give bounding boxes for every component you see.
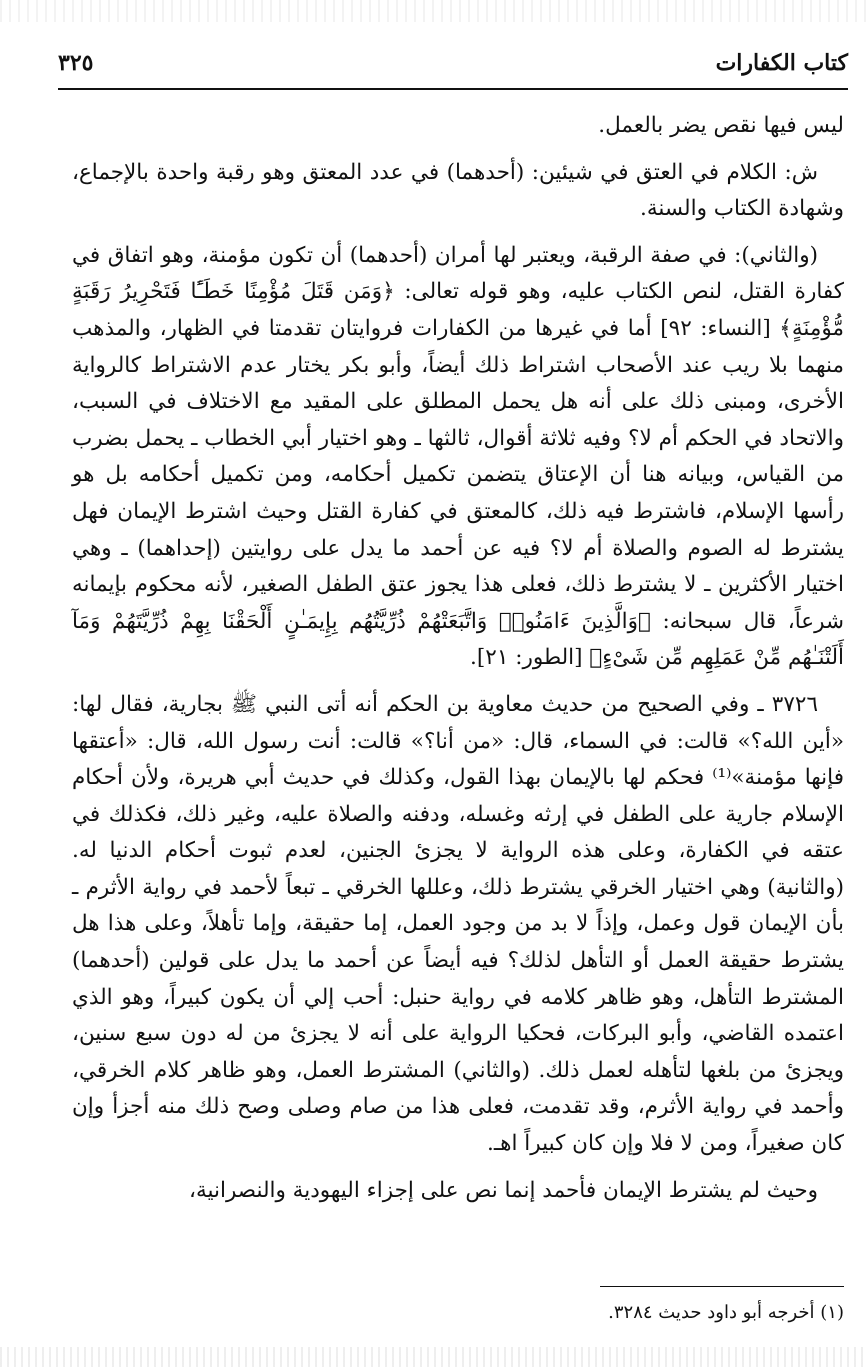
footnote: (١) أخرجه أبو داود حديث ٣٢٨٤.	[608, 1302, 844, 1323]
header-divider	[58, 88, 848, 90]
chapter-title: كتاب الكفارات	[715, 50, 848, 76]
footnote-divider	[600, 1286, 844, 1287]
scan-noise-top	[0, 0, 868, 22]
running-header	[58, 48, 848, 84]
paragraph-5: وحيث لم يشترط الإيمان فأحمد إنما نص على إجزاء اليهودية والنصرانية،	[189, 1177, 818, 1203]
scan-noise-bottom	[0, 1347, 868, 1367]
page-number: ٣٢٥	[58, 50, 94, 76]
paragraph-4: ٣٧٢٦ ـ وفي الصحيح من حديث معاوية بن الحكم أنه أتى النبي ﷺ بجارية، فقال لها: «أين الله؟» قالت: في السماء، قال: «من أنا؟» قالت: أنت رسول الله، قال: «أعتقها فإنها مؤمنة»⁽¹⁾ فحكم لها بالإيمان بهذا القول، وكذلك في حديث أبي هريرة، ولأن أحكام الإسلام جارية على الطفل في إرثه وغسله، ودفنه والصلاة عليه، وغير ذلك، فكذلك في عتقه في الكفارة، وعلى هذه الرواية لا يجزئ الجنين، لعدم ثبوت أحكام الدنيا له. (والثانية) وهي اختيار الخرقي يشترط ذلك، وعللها الخرقي ـ تبعاً لأحمد في رواية الأثرم ـ بأن الإيمان قول وعمل، وإذاً لا بد من وجود العمل، إما حقيقة، وإما تأهلاً، وعلى هذا هل يشترط حقيقة العمل أو التأهل لذلك؟ فيه أيضاً عن أحمد ما يدل على قولين (أحدهما) المشترط التأهل، وهو ظاهر كلامه في رواية حنبل: أحب إلي أن يكون كبيراً، وهو الذي اعتمده القاضي، وأبو البركات، فحكيا الرواية على أنه لا يجزئ من له دون سبع سنين، ويجزئ من بلغها لتأهله لعمل ذلك. (والثاني) المشترط العمل، وهو ظاهر كلام الخرقي، وأحمد في رواية الأثرم، وقد تقدمت، فعلى هذا من صام وصلى وصح ذلك منه أجزأ وإن كان صغيراً، ومن لا فلا وإن كان كبيراً اهـ.	[72, 691, 844, 1157]
main-text	[72, 108, 844, 1209]
paragraph-2: ش: الكلام في العتق في شيئين: (أحدهما) في عدد المعتق وهو رقبة واحدة بالإجماع، وشهادة الكتاب والسنة.	[72, 159, 844, 222]
paragraph-3: (والثاني): في صفة الرقبة، ويعتبر لها أمران (أحدهما) أن تكون مؤمنة، وهو اتفاق في كفارة القتل، لنص الكتاب عليه، وهو قوله تعالى: ﴿وَمَن قَتَلَ مُؤْمِنًا خَطَـًٔا فَتَحْرِيرُ رَقَبَةٍ مُّؤْمِنَةٍ﴾ [النساء: ٩٢] أما في غيرها من الكفارات فروايتان تقدمتا في الظهار، والمذهب منهما بلا ريب عند الأصحاب اشتراط ذلك أيضاً، وأبو بكر يختار عدم الاشتراط كالرواية الأخرى، ومبنى ذلك على أنه هل يحمل المطلق على المقيد مع الاختلاف في السبب، والاتحاد في الحكم أم لا؟ وفيه ثلاثة أقوال، ثالثها ـ وهو اختيار أبي الخطاب ـ يحمل بضرب من القياس، وبيانه هنا أن الإعتاق يتضمن تكميل أحكامه، ومن تكميل أحكامه بل هو رأسها الإسلام، فاشترط فيه ذلك، كالمعتق في كفارة القتل وحيث اشترط الإيمان فهل يشترط له الصوم والصلاة أم لا؟ فيه عن أحمد ما يدل على روايتين (إحداهما) ـ وهي اختيار الأكثرين ـ لا يشترط ذلك، فعلى هذا يجوز عتق الطفل الصغير، لأنه محكوم بإيمانه شرعاً، قال سبحانه: ﴿وَالَّذِينَ ءَامَنُوا۟ وَاتَّبَعَتْهُمْ ذُرِّيَّتُهُم بِإِيمَـٰنٍ أَلْحَقْنَا بِهِمْ ذُرِّيَّتَهُمْ وَمَآ أَلَتْنَـٰهُم مِّنْ عَمَلِهِم مِّن شَىْءٍ﴾ [الطور: ٢١].	[72, 242, 845, 671]
paragraph-1: ليس فيها نقص يضر بالعمل.	[598, 113, 844, 138]
